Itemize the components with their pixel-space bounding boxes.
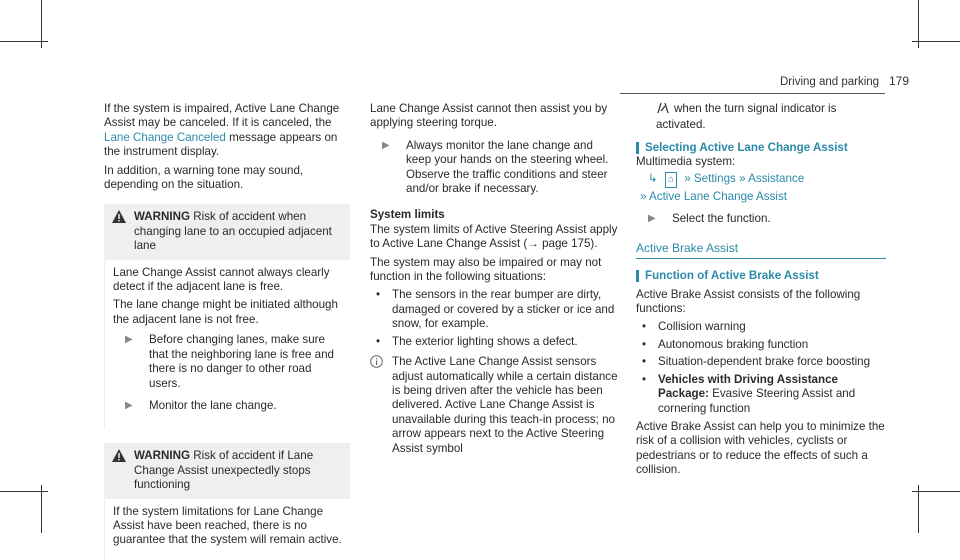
- bullet-dot: •: [642, 355, 647, 369]
- chevron-right-icon: »: [640, 190, 647, 204]
- bullet-dot: •: [376, 288, 381, 302]
- nav-path: [636, 172, 886, 188]
- display-message: Lane Change Canceled: [104, 130, 226, 144]
- warning-icon: [112, 449, 126, 492]
- home-icon: ⌂: [665, 172, 677, 188]
- list-item: Autonomous braking function: [658, 337, 809, 351]
- nav-settings: Settings: [693, 171, 736, 185]
- paragraph: The system may also be impaired or may not function in the following situations:: [370, 255, 602, 284]
- instruction: Select the function.: [672, 212, 771, 226]
- paragraph: The system limits of Active Steering Assist apply to Active Lane Change Assist (→ page 175).: [370, 222, 618, 251]
- chevron-right-icon: »: [684, 171, 691, 185]
- nav-path: [636, 190, 886, 204]
- info-text: The Active Lane Change Assist sensors adjust automatically while a certain distance is being driven after the vehicle has been delivered. Active Lane Change Assist is unavailable during this teach-in process; no arrow appears next to the Active Steering Assist symbol: [392, 355, 618, 455]
- lane-change-assist-icon: [656, 102, 670, 118]
- section-title: Active Brake Assist: [636, 241, 886, 259]
- warning-icon: [112, 210, 126, 253]
- chevron-right-icon: »: [739, 171, 746, 185]
- column-3: [636, 102, 886, 482]
- return-arrow-icon: ↳: [648, 171, 658, 185]
- warning-box: [104, 204, 350, 429]
- list-item: Vehicles with Driving Assistance Package: Evasive Steering Assist and cornering function: [658, 372, 856, 415]
- column-1: [104, 102, 350, 560]
- list-item: Situation-dependent brake force boosting: [658, 355, 871, 369]
- paragraph: Active Brake Assist can help you to minimize the risk of a collision with vehicles, cyclists or pedestrians or to reduce the effects of such a collision.: [636, 419, 885, 477]
- list-item: The sensors in the rear bumper are dirty, damaged or covered by a sticker or ice and snow, for example.: [392, 288, 615, 331]
- paragraph: Lane Change Assist cannot then assist you by applying steering torque.: [370, 102, 608, 130]
- warning-text: Risk of accident when changing lane to an occupied adjacent lane: [134, 210, 332, 253]
- play-arrow-icon: ▶: [125, 399, 133, 411]
- paragraph: If the system limitations for Lane Change Assist have been reached, there is no guarantee that the system will remain active.: [113, 504, 342, 547]
- crop-mark: [912, 491, 960, 492]
- section-header: Driving and parking: [780, 76, 880, 88]
- paragraph: when the turn signal indicator is activated.: [656, 102, 837, 132]
- heading-bar: [636, 142, 639, 154]
- play-arrow-icon: ▶: [382, 139, 390, 151]
- paragraph: In addition, a warning tone may sound, depending on the situation.: [104, 163, 304, 192]
- subheading: Selecting Active Lane Change Assist: [645, 140, 848, 154]
- warning-text: Risk of accident if Lane Change Assist unexpectedly stops functioning: [134, 449, 314, 492]
- list-item: The exterior lighting shows a defect.: [392, 334, 578, 348]
- header-rule: [620, 93, 885, 94]
- nav-active-lane-change-assist: Active Lane Change Assist: [649, 190, 787, 204]
- paragraph: The lane change might be initiated although the adjacent lane is not free.: [113, 298, 338, 326]
- bullet-dot: •: [642, 337, 647, 351]
- info-icon: [370, 355, 384, 456]
- play-arrow-icon: ▶: [125, 334, 133, 346]
- subheading: System limits: [370, 208, 445, 222]
- crop-mark: [41, 485, 42, 533]
- heading-bar: [636, 270, 639, 282]
- instruction: Before changing lanes, make sure that the neighboring lane is free and there is no danger to other road users.: [149, 333, 334, 390]
- column-2: [370, 102, 620, 456]
- bullet-dot: •: [642, 320, 647, 334]
- paragraph: Lane Change Assist cannot always clearly detect if the adjacent lane is free.: [113, 265, 330, 294]
- warning-title: WARNING: [134, 449, 191, 463]
- paragraph: Active Brake Assist consists of the following functions:: [636, 287, 861, 316]
- paragraph: Multimedia system:: [636, 155, 736, 169]
- crop-mark: [918, 485, 919, 533]
- crop-mark: [0, 491, 48, 492]
- bullet-dot: •: [376, 334, 381, 348]
- warning-box: [104, 443, 350, 559]
- nav-assistance: Assistance: [748, 171, 805, 185]
- list-item: Collision warning: [658, 320, 746, 334]
- page-number: 179: [889, 74, 910, 88]
- bullet-dot: •: [642, 372, 647, 386]
- instruction: Always monitor the lane change and keep your hands on the steering wheel. Observe the traffic conditions and steer and/or brake if necessary.: [406, 138, 609, 196]
- crop-mark: [912, 41, 960, 42]
- warning-title: WARNING: [134, 210, 191, 224]
- subheading: Function of Active Brake Assist: [645, 269, 819, 283]
- play-arrow-icon: ▶: [648, 213, 656, 225]
- instruction: Monitor the lane change.: [149, 398, 277, 412]
- crop-mark: [0, 41, 48, 42]
- paragraph: If the system is impaired, Active Lane Change Assist may be canceled. If it is canceled, the Lane Change Canceled message appears on the instrument display.: [104, 102, 340, 159]
